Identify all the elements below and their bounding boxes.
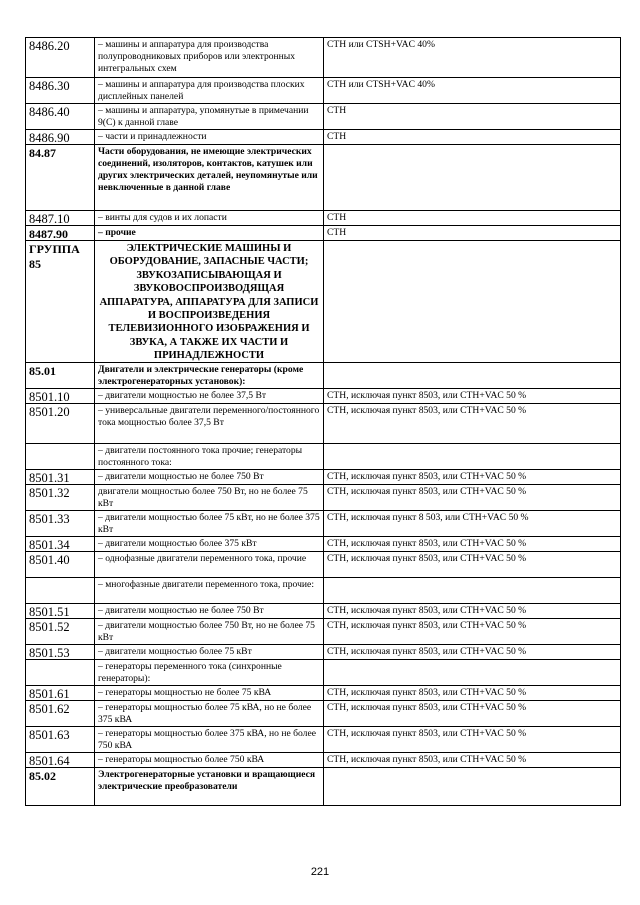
- description: двигатели мощностью более 750 Вт, но не более 75 кВт: [95, 485, 324, 510]
- heading-description: Электрогенераторные установки и вращающиеся электрические преобразователи: [95, 768, 324, 805]
- table-row: [26, 470, 621, 485]
- table-row: [26, 660, 621, 686]
- origin-rule: [324, 145, 621, 210]
- description: – двигатели мощностью более 375 кВт: [95, 537, 324, 551]
- hs-code: 8501.32: [26, 485, 95, 510]
- description: – однофазные двигатели переменного тока, прочие: [95, 552, 324, 577]
- table-row: [26, 485, 621, 511]
- hs-code: 8501.34: [26, 537, 95, 551]
- description: – двигатели мощностью более 750 Вт, но не более 75 кВт: [95, 619, 324, 644]
- table-row: [26, 389, 621, 404]
- hs-code: 8486.90: [26, 130, 95, 144]
- hs-code: 8501.63: [26, 727, 95, 752]
- table-row: [26, 537, 621, 552]
- hs-code: 8501.52: [26, 619, 95, 644]
- origin-rule: [324, 363, 621, 388]
- origin-rule: [324, 444, 621, 469]
- origin-rule: [324, 768, 621, 805]
- origin-rule: СТН, исключая пункт 8503, или СТН+VAC 50 %: [324, 701, 621, 726]
- description: – двигатели мощностью более 75 кВт, но не более 375 кВт: [95, 511, 324, 536]
- description: – машины и аппаратура для производства плоских дисплейных панелей: [95, 78, 324, 103]
- description: – двигатели мощностью более 75 кВт: [95, 645, 324, 659]
- description: – генераторы мощностью не более 75 кВА: [95, 686, 324, 700]
- origin-rule: СТН, исключая пункт 8503, или СТН+VAC 50 %: [324, 552, 621, 577]
- hs-code: [26, 444, 95, 469]
- table-row: [26, 511, 621, 537]
- origin-rule: СТН, исключая пункт 8503, или СТН+VAC 50 %: [324, 389, 621, 403]
- hs-code: 8487.90: [26, 226, 95, 240]
- table-row: [26, 104, 621, 130]
- origin-rule: СТН: [324, 226, 621, 240]
- description: – винты для судов и их лопасти: [95, 211, 324, 225]
- table-row: [26, 552, 621, 578]
- tariff-table: [25, 37, 621, 806]
- page-number: 221: [310, 866, 330, 878]
- table-row: [26, 645, 621, 660]
- group-header-row: [26, 241, 621, 363]
- hs-code: 8501.53: [26, 645, 95, 659]
- description: – части и принадлежности: [95, 130, 324, 144]
- origin-rule: СТН: [324, 130, 621, 144]
- origin-rule: СТН или СТSH+VAC 40%: [324, 38, 621, 77]
- table-row: [26, 768, 621, 806]
- table-row: [26, 619, 621, 645]
- description: – двигатели мощностью не более 750 Вт: [95, 604, 324, 618]
- hs-code: 8501.61: [26, 686, 95, 700]
- origin-rule: СТН или СТSH+VAC 40%: [324, 78, 621, 103]
- description: – многофазные двигатели переменного тока, прочие:: [95, 578, 324, 603]
- description: – двигатели постоянного тока прочие; генераторы постоянного тока:: [95, 444, 324, 469]
- table-row: [26, 404, 621, 444]
- hs-code: 8501.31: [26, 470, 95, 484]
- table-row: [26, 753, 621, 768]
- hs-code: 8501.10: [26, 389, 95, 403]
- heading-description: Части оборудования, не имеющие электрических соединений, изоляторов, контактов, катушек или других электрических деталей, неупомянутые или невключенные в данной главе: [95, 145, 324, 210]
- hs-code: [26, 578, 95, 603]
- heading-code: 85.02: [26, 768, 95, 805]
- origin-rule: СТН, исключая пункт 8503, или СТН+VAC 50 %: [324, 404, 621, 443]
- hs-code: 8486.40: [26, 104, 95, 129]
- description: – универсальные двигатели переменного/постоянного тока мощностью более 37,5 Вт: [95, 404, 324, 443]
- origin-rule: [324, 241, 621, 362]
- group-code: ГРУППА 85: [26, 241, 95, 362]
- hs-code: 8486.30: [26, 78, 95, 103]
- description: – прочие: [95, 226, 324, 240]
- description: – двигатели мощностью не более 750 Вт: [95, 470, 324, 484]
- origin-rule: СТН, исключая пункт 8 503, или СТН+VAC 50 %: [324, 511, 621, 536]
- description: – генераторы мощностью более 75 кВА, но не более 375 кВА: [95, 701, 324, 726]
- table-row: [26, 130, 621, 145]
- hs-code: [26, 660, 95, 685]
- description: – машины и аппаратура, упомянутые в примечании 9(С) к данной главе: [95, 104, 324, 129]
- heading-description: Двигатели и электрические генераторы (кроме электрогенераторных установок):: [95, 363, 324, 388]
- origin-rule: СТН, исключая пункт 8503, или СТН+VAC 50 %: [324, 645, 621, 659]
- table-row: [26, 38, 621, 78]
- table-row: [26, 686, 621, 701]
- origin-rule: СТН, исключая пункт 8503, или СТН+VAC 50 %: [324, 619, 621, 644]
- hs-code: 8486.20: [26, 38, 95, 77]
- description: – генераторы переменного тока (синхронные генераторы):: [95, 660, 324, 685]
- hs-code: 8501.33: [26, 511, 95, 536]
- description: – двигатели мощностью не более 37,5 Вт: [95, 389, 324, 403]
- origin-rule: СТН, исключая пункт 8503, или СТН+VAC 50 %: [324, 686, 621, 700]
- table-row: [26, 578, 621, 604]
- hs-code: 8501.40: [26, 552, 95, 577]
- origin-rule: СТН, исключая пункт 8503, или СТН+VAC 50 %: [324, 727, 621, 752]
- description: – генераторы мощностью более 750 кВА: [95, 753, 324, 767]
- description: – машины и аппаратура для производства полупроводниковых приборов или электронных интегральных схем: [95, 38, 324, 77]
- origin-rule: СТН, исключая пункт 8503, или СТН+VAC 50 %: [324, 470, 621, 484]
- origin-rule: [324, 660, 621, 685]
- origin-rule: СТН, исключая пункт 8503, или СТН+VAC 50 %: [324, 604, 621, 618]
- hs-code: 8501.62: [26, 701, 95, 726]
- origin-rule: СТН, исключая пункт 8503, или СТН+VAC 50 %: [324, 537, 621, 551]
- group-title: ЭЛЕКТРИЧЕСКИЕ МАШИНЫ И ОБОРУДОВАНИЕ, ЗАПАСНЫЕ ЧАСТИ; ЗВУКОЗАПИСЫВАЮЩАЯ И ЗВУКОВОСПРОИЗВОДЯЩАЯ АППАРАТУРА, АППАРАТУРА ДЛЯ ЗАПИСИ И ВОСПРОИЗВЕДЕНИЯ ТЕЛЕВИЗИОННОГО ИЗОБРАЖЕНИЯ И ЗВУКА, А ТАКЖЕ ИХ ЧАСТИ И ПРИНАДЛЕЖНОСТИ: [95, 241, 324, 362]
- origin-rule: СТН, исключая пункт 8503, или СТН+VAC 50 %: [324, 485, 621, 510]
- table-row: [26, 211, 621, 226]
- description: – генераторы мощностью более 375 кВА, но не более 750 кВА: [95, 727, 324, 752]
- hs-code: 8501.64: [26, 753, 95, 767]
- table-row: [26, 145, 621, 211]
- origin-rule: СТН, исключая пункт 8503, или СТН+VAC 50 %: [324, 753, 621, 767]
- table-row: [26, 701, 621, 727]
- hs-code: 8487.10: [26, 211, 95, 225]
- origin-rule: СТН: [324, 104, 621, 129]
- hs-code: 8501.51: [26, 604, 95, 618]
- table-row: [26, 444, 621, 470]
- table-row: [26, 78, 621, 104]
- table-row: [26, 604, 621, 619]
- origin-rule: СТН: [324, 211, 621, 225]
- table-row: [26, 226, 621, 241]
- hs-code: 8501.20: [26, 404, 95, 443]
- heading-code: 85.01: [26, 363, 95, 388]
- table-row: [26, 363, 621, 389]
- heading-code: 84.87: [26, 145, 95, 210]
- table-row: [26, 727, 621, 753]
- origin-rule: [324, 578, 621, 603]
